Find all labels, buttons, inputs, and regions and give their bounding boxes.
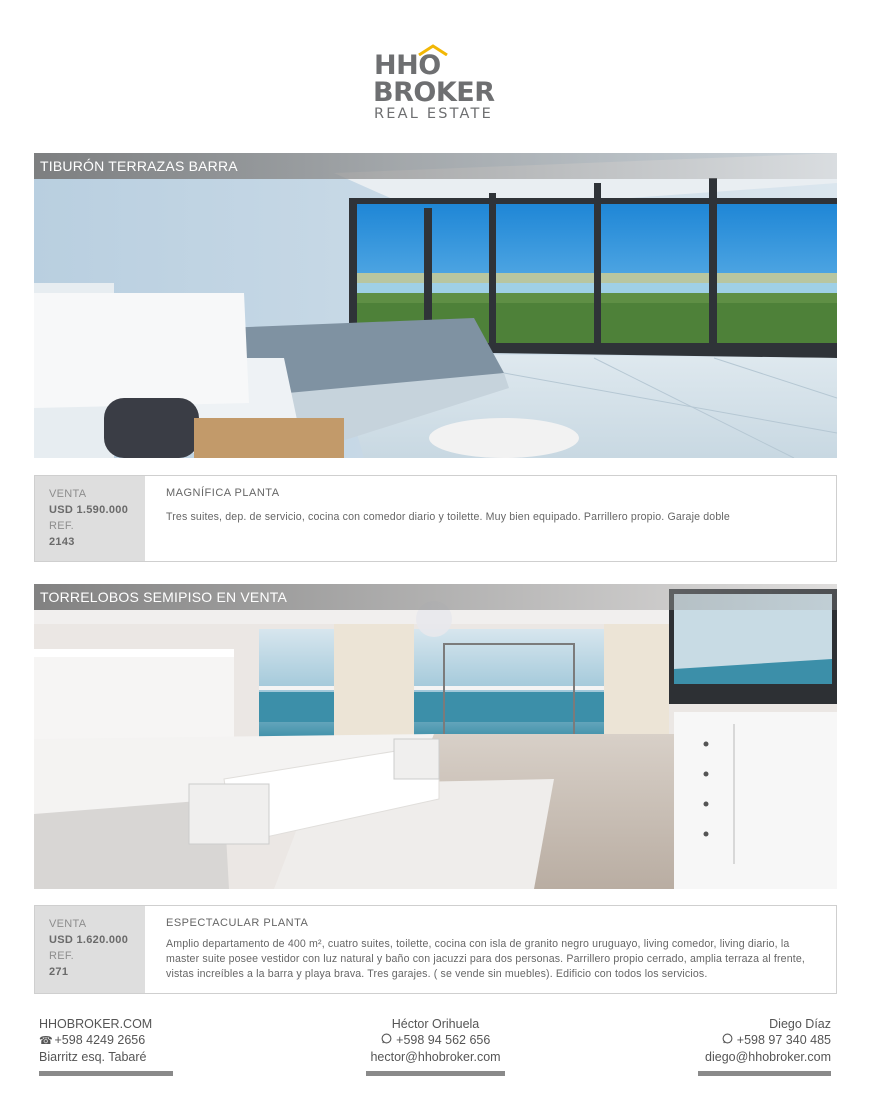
operation-label: VENTA (49, 918, 87, 930)
agent-name: Diego Díaz (769, 1017, 831, 1031)
price-value: USD 1.620.000 (49, 934, 129, 946)
agent-email[interactable]: hector@hhobroker.com (370, 1050, 501, 1064)
listing-1-photo (34, 153, 837, 458)
agent-name: Héctor Orihuela (391, 1017, 480, 1031)
listing-description: Amplio departamento de 400 m², cuatro suites, toilette, cocina con isla de granito negro uruguayo, living comedor, living diario, la master suite posee vestidor con luz natural y baño con jacuzzi para dos personas. Parrillero propio cerrado, amplia terraza al frente, vistas increíbles a la barra y playa brava. Tres garajes. ( se vende sin muebles). Edificio con todos los servicios. (166, 938, 805, 980)
ref-label: REF. (49, 520, 75, 532)
phone-icon: ☎ (39, 1035, 53, 1047)
company-phone[interactable]: +598 4249 2656 (54, 1033, 146, 1047)
agent-phone[interactable]: +598 97 340 485 (736, 1033, 831, 1047)
listing-headline: ESPECTACULAR PLANTA (166, 917, 309, 929)
listing-1-details (166, 487, 820, 525)
logo-text-hho: HHO (374, 50, 441, 81)
footer-divider (698, 1071, 831, 1076)
listing-1-title: TIBURÓN TERRAZAS BARRA (34, 153, 837, 179)
agent-phone-row (366, 1032, 505, 1049)
company-phone-row (39, 1032, 173, 1049)
price-value: USD 1.590.000 (49, 504, 129, 516)
footer-agent-diego (698, 1016, 831, 1076)
whatsapp-icon (381, 1033, 393, 1049)
listing-2-info (34, 905, 837, 994)
company-address: Biarritz esq. Tabaré (39, 1050, 147, 1064)
ref-value: 2143 (49, 536, 75, 548)
agent-email[interactable]: diego@hhobroker.com (705, 1050, 831, 1064)
ref-label: REF. (49, 950, 75, 962)
footer-company (39, 1016, 173, 1076)
agent-phone[interactable]: +598 94 562 656 (396, 1033, 491, 1047)
company-logo (372, 44, 498, 124)
listing-2-title: TORRELOBOS SEMIPISO EN VENTA (34, 584, 837, 610)
logo-text-broker: BROKER (373, 77, 495, 108)
listing-2-price-panel (35, 906, 145, 993)
footer-agent-hector (366, 1016, 505, 1076)
footer-divider (39, 1071, 173, 1076)
listing-2-details (166, 917, 820, 982)
ref-value: 271 (49, 966, 69, 978)
footer-divider (366, 1071, 505, 1076)
listing-headline: MAGNÍFICA PLANTA (166, 487, 280, 499)
listing-description: Tres suites, dep. de servicio, cocina con comedor diario y toilette. Muy bien equipado. Parrillero propio. Garaje doble (166, 511, 730, 523)
company-website[interactable]: HHOBROKER.COM (39, 1017, 153, 1031)
whatsapp-icon (721, 1033, 733, 1049)
listing-1-info (34, 475, 837, 562)
listing-2-photo (34, 584, 837, 889)
listing-1-price-panel (35, 476, 145, 561)
logo-text-real-estate: REAL ESTATE (374, 106, 493, 122)
operation-label: VENTA (49, 488, 87, 500)
agent-phone-row (698, 1032, 831, 1049)
